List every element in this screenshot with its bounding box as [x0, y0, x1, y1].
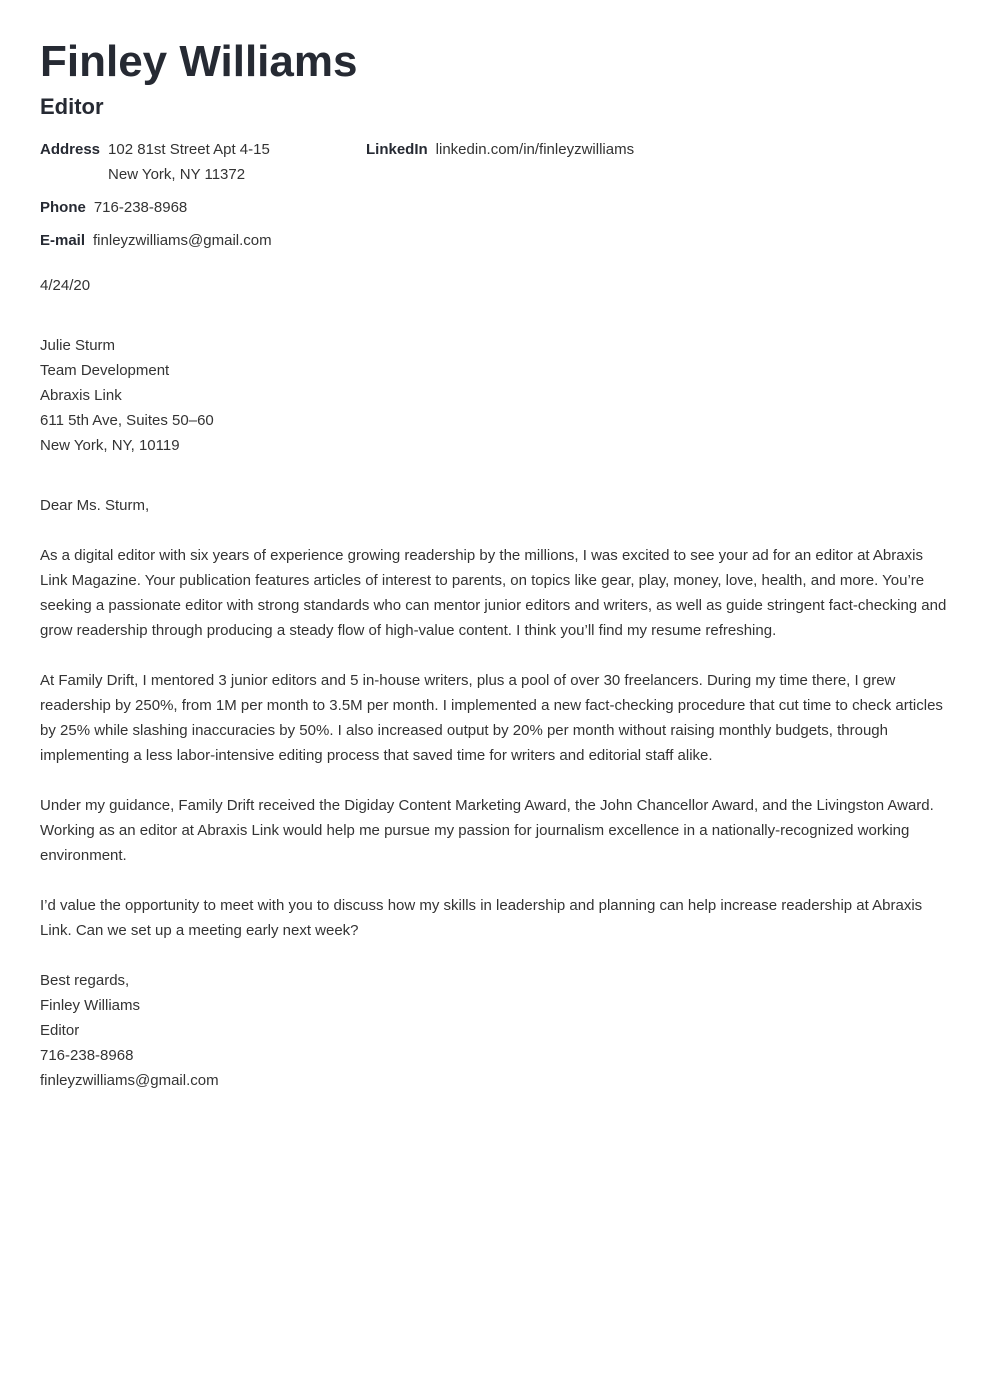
contact-phone — [40, 195, 187, 220]
body-paragraph: At Family Drift, I mentored 3 junior editors and 5 in-house writers, plus a pool of over 30 freelancers. During my time there, I grew readership by 250%, from 1M per month to 3.5M per month. I implemented a new fact-checking procedure that cut time to check articles by 25% while slashing inaccuracies by 50%. I also increased output by 20% per month without raising monthly budgets, through implementing a less labor-intensive editing process that saved time for writers and editorial staff alike. — [40, 672, 943, 764]
signoff-closing: Best regards, — [40, 972, 130, 989]
signoff-phone: 716-238-8968 — [40, 1047, 134, 1064]
applicant-job-title: Editor — [40, 94, 104, 119]
recipient-street: 611 5th Ave, Suites 50–60 — [40, 412, 214, 429]
address-label: Address — [40, 141, 101, 158]
contact-linkedin — [366, 137, 634, 162]
recipient-name: Julie Sturm — [40, 337, 116, 354]
salutation: Dear Ms. Sturm, — [40, 497, 150, 514]
recipient-city: New York, NY, 10119 — [40, 437, 180, 454]
body-paragraph: Under my guidance, Family Drift received the Digiday Content Marketing Award, the John Chancellor Award, and the Livingston Award. Working as an editor at Abraxis Link would help me pursue my passion for journalism excellence in a nationally-recognized working environment. — [40, 797, 934, 864]
contact-address — [40, 137, 270, 187]
address-line-2: New York, NY 11372 — [108, 166, 246, 183]
recipient-company: Abraxis Link — [40, 387, 122, 404]
letter-date: 4/24/20 — [40, 277, 91, 294]
email-link[interactable]: finleyzwilliams@gmail.com — [93, 232, 272, 249]
address-line-1: 102 81st Street Apt 4-15 — [108, 141, 270, 158]
signoff-email: finleyzwilliams@gmail.com — [40, 1072, 219, 1089]
address-value — [108, 137, 270, 187]
recipient-block — [40, 333, 214, 458]
linkedin-label: LinkedIn — [366, 141, 428, 158]
phone-label: Phone — [40, 199, 86, 216]
contact-email — [40, 228, 272, 253]
linkedin-link[interactable]: linkedin.com/in/finleyzwilliams — [435, 141, 635, 158]
phone-value: 716-238-8968 — [93, 199, 188, 216]
signoff-name: Finley Williams — [40, 997, 141, 1014]
applicant-name: Finley Williams — [40, 37, 358, 86]
signoff-block — [40, 968, 219, 1093]
body-paragraph: As a digital editor with six years of experience growing readership by the millions, I was excited to see your ad for an editor at Abraxis Link Magazine. Your publication features articles of interest to parents, on topics like gear, play, money, love, health, and more. You’re seeking a passionate editor with strong standards who can mentor junior editors and writers, as well as guide stringent fact-checking and grow readership through producing a steady flow of high-value content. I think you’ll find my resume refreshing. — [40, 547, 947, 639]
email-label: E-mail — [40, 232, 86, 249]
signoff-title: Editor — [40, 1022, 80, 1039]
body-paragraph: I’d value the opportunity to meet with you to discuss how my skills in leadership and planning can help increase readership at Abraxis Link. Can we set up a meeting early next week? — [40, 897, 923, 939]
recipient-department: Team Development — [40, 362, 170, 379]
letter-body — [40, 543, 950, 968]
